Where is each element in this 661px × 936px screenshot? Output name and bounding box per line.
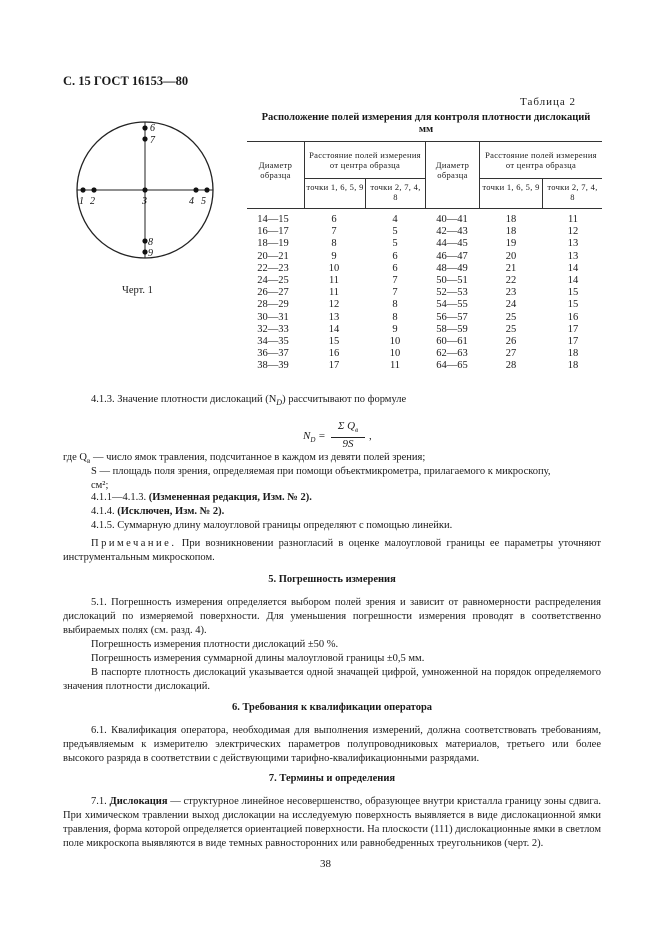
point-3	[142, 187, 147, 192]
table-cell: 56—57	[436, 311, 468, 323]
table-cell: 40—41	[436, 214, 468, 225]
table-cell: 10	[389, 335, 401, 347]
table-cell: 24—25	[257, 274, 289, 286]
paragraph-4-1-1-4-1-3: 4.1.1—4.1.3. (Измененная редакция, Изм. № 2).	[91, 492, 312, 503]
table-cell: 17	[567, 323, 579, 335]
table-cell: 12	[328, 299, 340, 311]
table-cell: 9	[331, 250, 337, 262]
table-cell: 62—63	[436, 348, 468, 360]
label-1: 1	[79, 196, 84, 207]
table-cell: 11	[328, 287, 340, 299]
label-9: 9	[148, 248, 153, 259]
label-3: 3	[142, 196, 147, 207]
table-cell: 20	[505, 250, 517, 262]
table-cell: 11	[328, 274, 340, 286]
table-title-text: Расположение полей измерения для контроля плотности дислокаций	[261, 112, 591, 123]
table-cell: 19	[505, 238, 517, 250]
table-cell: 15	[567, 287, 579, 299]
table-cell: 46—47	[436, 250, 468, 262]
table-title	[250, 112, 602, 136]
label-2: 2	[90, 196, 95, 207]
table-cell: 16	[328, 348, 340, 360]
paragraph-4-1-3: 4.1.3. Значение плотности дислокаций $(N_D)$ рассчитывают по формуле	[91, 394, 407, 408]
page-header: С. 15 ГОСТ 16153—80	[63, 74, 189, 88]
table-cell: 12	[567, 226, 579, 238]
table-cell: 22—23	[257, 262, 289, 274]
table-cell: 6	[392, 262, 398, 274]
table-cell: 54—55	[436, 299, 468, 311]
table-cell: 60—61	[436, 335, 468, 347]
label-5: 5	[201, 196, 206, 207]
paragraph-6-1: 6.1. Квалификация оператора, необходимая для выполнения измерений, должна соответствовать требованиям, предъявляемым к измерителю электрических параметров полупроводниковых материалов, третьего или более высокого разряда в соответствии с действующими тарифно-квалификационными разрядами.	[63, 725, 601, 764]
table-cell: 18	[567, 348, 579, 360]
table-cell: 25	[505, 323, 517, 335]
table-cell: 13	[328, 311, 340, 323]
table-cell: 17	[567, 335, 579, 347]
paragraph-5-1: 5.1. Погрешность измерения определяется выбором полей зрения и зависит от равномерности распределения дислокаций по измеряемой поверхности. Для уменьшения погрешности измерения проводят в соответственно выбираемых полях (см. разд. 4).	[63, 597, 601, 636]
table-cell: 13	[567, 250, 579, 262]
table-cell: 24	[505, 299, 517, 311]
table-cell: 6	[392, 250, 398, 262]
table-cell: 28	[505, 360, 517, 372]
table-cell: 10	[328, 262, 340, 274]
table-cell: 36—37	[257, 348, 289, 360]
label-6: 6	[150, 123, 155, 134]
header-points-a-left: точки 1, 6, 5, 9	[306, 182, 364, 192]
table-cell: 6	[331, 214, 337, 225]
col-points-b-right	[548, 214, 598, 372]
section-6-heading: 6. Требования к квалификации оператора	[231, 702, 433, 713]
table-cell: 20—21	[257, 250, 289, 262]
table-cell: 8	[392, 311, 398, 323]
table-cell: 21	[505, 262, 517, 274]
point-6	[142, 125, 147, 130]
table-cell: 34—35	[257, 335, 289, 347]
table-cell: 30—31	[257, 311, 289, 323]
table-cell: 15	[328, 335, 340, 347]
table-cell: 25	[505, 311, 517, 323]
label-4: 4	[189, 196, 194, 207]
col-diameter-left	[248, 214, 298, 372]
figure-caption: Черт. 1	[122, 285, 153, 296]
table-number: Таблица 2	[520, 96, 577, 108]
header-distance-right: Расстояние полей измерения от центра образца	[485, 150, 597, 170]
table-cell: 5	[392, 226, 398, 238]
label-8: 8	[148, 237, 153, 248]
header-points-b-left: точки 2, 7, 4, 8	[370, 182, 421, 202]
table-cell: 7	[392, 274, 398, 286]
table-cell: 9	[392, 323, 398, 335]
table-cell: 11	[567, 214, 579, 225]
header-points-a-right: точки 1, 6, 5, 9	[482, 182, 540, 192]
table-cell: 26—27	[257, 287, 289, 299]
table-cell: 44—45	[436, 238, 468, 250]
table-cell: 38—39	[257, 360, 289, 372]
col-points-b-left	[370, 214, 420, 372]
table-cell: 8	[392, 299, 398, 311]
point-5	[204, 187, 209, 192]
paragraph-4-1-5: 4.1.5. Суммарную длину малоугловой границы определяют с помощью линейки.	[91, 520, 453, 531]
table-cell: 15	[567, 299, 579, 311]
table-cell: 22	[505, 274, 517, 286]
table-cell: 7	[392, 287, 398, 299]
table-cell: 42—43	[436, 226, 468, 238]
table-cell: 4	[392, 214, 398, 225]
section-7-heading: 7. Термины и определения	[268, 773, 396, 784]
table-cell: 18	[567, 360, 579, 372]
figure-circle-diagram	[70, 113, 220, 283]
note: Примечание. При возникновении разногласий в оценке малоугловой границы ее параметры уточняют инструментальным микроскопом.	[63, 538, 601, 563]
table-cell: 10	[389, 348, 401, 360]
table-cell: 16—17	[257, 226, 289, 238]
table-cell: 27	[505, 348, 517, 360]
table-cell: 64—65	[436, 360, 468, 372]
table-cell: 13	[567, 238, 579, 250]
where-s: S — площадь поля зрения, определяемая при помощи объектмикрометра, прилагаемого к микроскопу,	[91, 466, 551, 477]
header-distance-left: Расстояние полей измерения от центра образца	[309, 150, 421, 170]
table-unit: мм	[418, 124, 434, 135]
point-9	[142, 249, 147, 254]
table-cell: 17	[328, 360, 340, 372]
header-diameter-right: Диаметр образца	[435, 160, 470, 180]
table-cell: 14	[567, 274, 579, 286]
table-cell: 11	[389, 360, 401, 372]
col-points-a-left	[309, 214, 359, 372]
header-points-b-right: точки 2, 7, 4, 8	[547, 182, 598, 202]
col-diameter-right	[427, 214, 477, 372]
paragraph-7-1: 7.1. Дислокация — структурное линейное несовершенство, образующее внутри кристалла границу зоны сдвига. При химическом травлении выход дислокации на исследуемую поверхность выявляется в виде дислокационной ямки травления, форма которой определяется ориентацией поверхности. На плоскости (111) дислокационные ямки в светлом поле микроскопа выявляются в виде темных равносторонних или равнобедренных треугольников (черт. 2).	[63, 796, 602, 849]
table-cell: 14—15	[257, 214, 289, 225]
table-cell: 18	[505, 226, 517, 238]
point-2	[91, 187, 96, 192]
where-qv: где $Q_в$ — число ямок травления, подсчитанное в каждом из девяти полей зрения;	[63, 452, 426, 466]
table-cell: 52—53	[436, 287, 468, 299]
page-number: 38	[320, 858, 331, 870]
table-cell: 7	[331, 226, 337, 238]
table-cell: 14	[567, 262, 579, 274]
paragraph-5-1-b: Погрешность измерения плотности дислокаций ±50 %.	[91, 639, 339, 650]
paragraph-5-1-c: Погрешность измерения суммарной длины малоугловой границы ±0,5 мм.	[91, 653, 425, 664]
label-7: 7	[150, 135, 155, 146]
paragraph-4-1-4: 4.1.4. (Исключен, Изм. № 2).	[91, 506, 225, 517]
table-cell: 58—59	[436, 323, 468, 335]
point-8	[142, 238, 147, 243]
table-cell: 14	[328, 323, 340, 335]
table-cell: 5	[392, 238, 398, 250]
where-s-unit: см²;	[91, 480, 109, 491]
table-cell: 50—51	[436, 274, 468, 286]
table-cell: 16	[567, 311, 579, 323]
point-4	[193, 187, 198, 192]
point-1	[80, 187, 85, 192]
table-cell: 8	[331, 238, 337, 250]
table-cell: 18	[505, 214, 517, 225]
point-7	[142, 136, 147, 141]
table-cell: 48—49	[436, 262, 468, 274]
table-cell: 28—29	[257, 299, 289, 311]
section-5-heading: 5. Погрешность измерения	[268, 574, 396, 585]
table-cell: 23	[505, 287, 517, 299]
col-points-a-right	[486, 214, 536, 372]
paragraph-5-1-d: В паспорте плотность дислокаций указывается одной значащей цифрой, умноженной на порядок определяемого значения плотности дислокаций.	[63, 667, 601, 692]
table-cell: 32—33	[257, 323, 289, 335]
table-cell: 18—19	[257, 238, 289, 250]
table-cell: 26	[505, 335, 517, 347]
header-diameter-left: Диаметр образца	[258, 160, 293, 180]
